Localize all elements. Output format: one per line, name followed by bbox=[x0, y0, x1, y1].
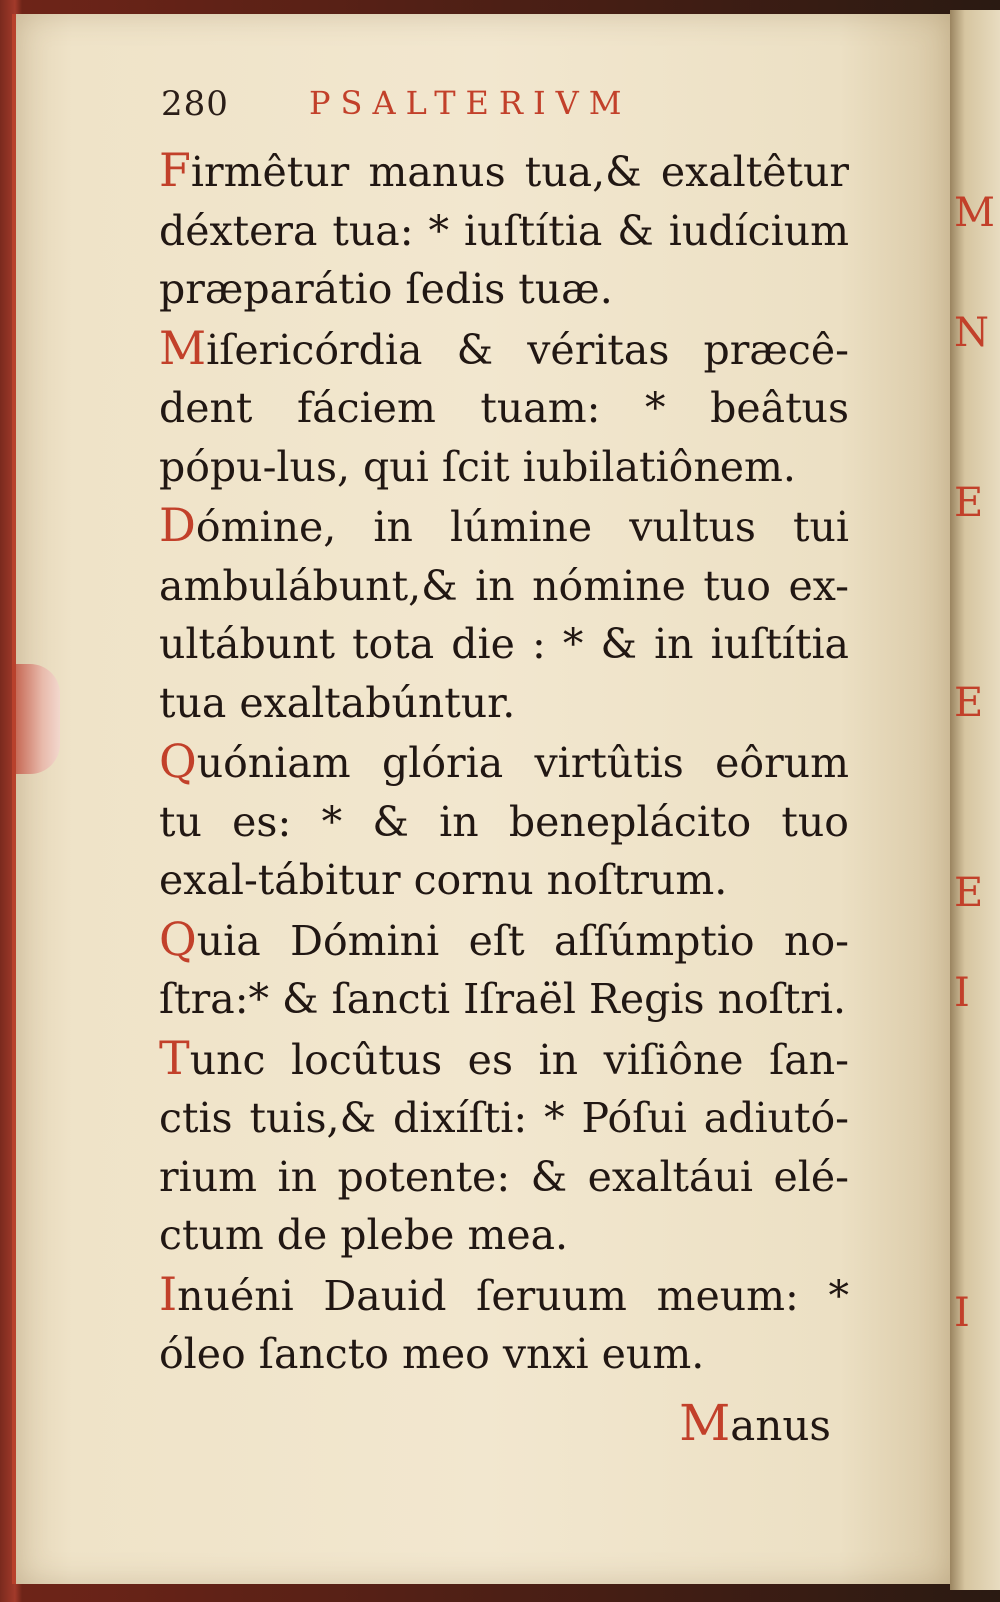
page-header bbox=[161, 84, 632, 134]
verse-initial: Q bbox=[159, 734, 197, 788]
verse bbox=[159, 1029, 849, 1265]
verse-initial: D bbox=[159, 498, 196, 552]
verse bbox=[159, 141, 849, 319]
verse bbox=[159, 910, 849, 1029]
catchword-initial: M bbox=[679, 1394, 731, 1452]
verse-initial: I bbox=[159, 1266, 178, 1321]
running-title: PSALTERIVM bbox=[309, 84, 632, 122]
verse-text: iſericórdia & véritas præcê-dent fáciem tuam: * beâtus pópu-lus, qui ſcit iubilatiônem. bbox=[159, 325, 849, 491]
page-tab-marker bbox=[16, 664, 60, 774]
edge-fragment: N bbox=[954, 310, 989, 356]
verse-text: uóniam glória virtûtis eôrum tu es: * & in beneplácito tuo exal-tábitur cornu noſtrum. bbox=[159, 739, 849, 904]
next-page-edge bbox=[950, 10, 1000, 1590]
verse-text: uia Dómini eſt aſſúmptio no-ſtra:* & ſancti Iſraël Regis noſtri. bbox=[159, 916, 849, 1023]
verse bbox=[159, 1265, 849, 1384]
verse bbox=[159, 496, 849, 732]
verse-text: irmêtur manus tua,& exaltêtur déxtera tua: * iuſtítia & iudícium præparátio ſedis tuæ. bbox=[159, 148, 849, 313]
edge-fragment: E bbox=[954, 680, 984, 726]
verse-initial: T bbox=[159, 1030, 190, 1085]
book-page bbox=[12, 14, 951, 1584]
catchword-text: anus bbox=[730, 1401, 831, 1450]
catchword bbox=[679, 1394, 831, 1452]
verse bbox=[159, 319, 849, 497]
edge-fragment: E bbox=[954, 480, 984, 526]
page-number: 280 bbox=[161, 84, 229, 124]
edge-fragment: E bbox=[954, 870, 984, 916]
edge-fragment: I bbox=[954, 970, 970, 1016]
psalm-text bbox=[159, 141, 849, 1384]
edge-fragment: I bbox=[954, 1290, 970, 1336]
verse-initial: F bbox=[159, 143, 191, 197]
verse-initial: Q bbox=[159, 911, 197, 966]
verse bbox=[159, 732, 849, 910]
verse-text: nuéni Dauid ſeruum meum: * óleo ſancto meo vnxi eum. bbox=[159, 1271, 849, 1378]
verse-initial: M bbox=[159, 320, 207, 375]
verse-text: ómine, in lúmine vultus tui ambulábunt,& in nómine tuo ex-ultábunt tota die : * & in iuſtítia tua exaltabúntur. bbox=[159, 503, 849, 727]
verse-text: unc locûtus es in viſiône ſan-ctis tuis,& dixíſti: * Póſui adiutó-rium in potente: & exaltáui elé-ctum de plebe mea. bbox=[159, 1035, 849, 1259]
edge-fragment: M bbox=[954, 190, 995, 236]
